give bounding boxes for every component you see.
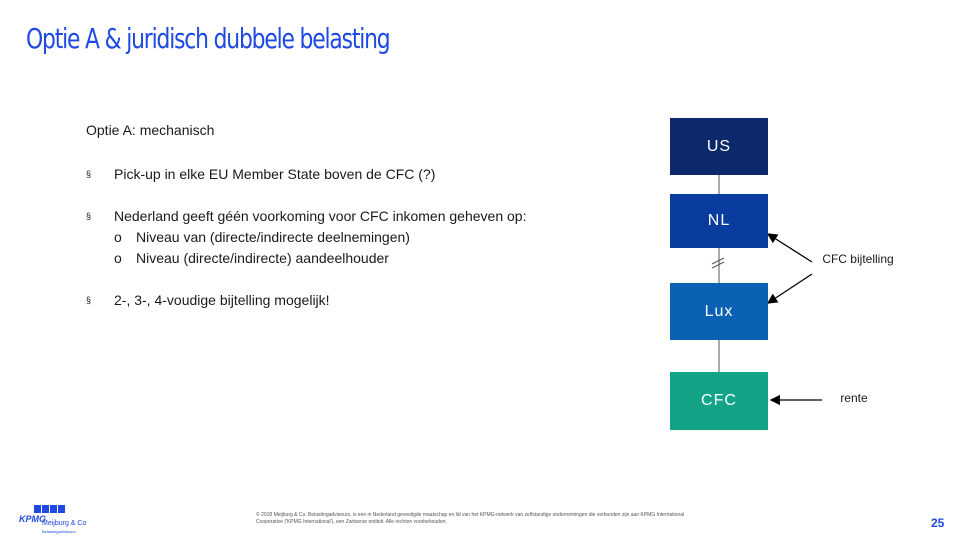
entity-label: Lux <box>704 302 734 320</box>
kpmg-logo-icon <box>18 502 98 536</box>
break-mark <box>712 258 724 264</box>
break-mark <box>712 262 724 268</box>
subheading: Optie A: mechanisch <box>86 122 215 138</box>
entity-label: CFC <box>701 392 737 409</box>
entity-box-cfc <box>670 372 768 430</box>
entity-label: NL <box>707 212 731 229</box>
rente-label: rente <box>840 391 868 405</box>
entity-label: US <box>706 137 732 155</box>
logo-tagline: Belastingadviseurs <box>42 529 76 534</box>
cfc-bijtelling-arrow-top <box>768 234 812 262</box>
sub-bullet-mark: o <box>114 250 122 266</box>
sub-bullet-item <box>114 248 389 269</box>
bullet-text: 2-, 3-, 4-voudige bijtelling mogelijk! <box>114 292 330 308</box>
bullet-text: Pick-up in elke EU Member State boven de CFC (?) <box>114 166 436 182</box>
sub-bullet-text: Niveau (directe/indirecte) aandeelhouder <box>136 250 389 266</box>
cfc-bijtelling-arrow-bottom <box>768 274 812 303</box>
bullet-mark: § <box>86 211 92 221</box>
cfc-bijtelling-label: CFC bijtelling <box>822 252 894 266</box>
bullet-text: Nederland geeft géén voorkoming voor CFC inkomen geheven op: <box>114 208 527 224</box>
sub-bullet-text: Niveau van (directe/indirecte deelnemingen) <box>136 229 410 245</box>
sub-bullet-item <box>114 227 410 248</box>
bullet-mark: § <box>86 295 92 305</box>
entity-box-nl <box>670 194 768 248</box>
bullet-mark: § <box>86 169 92 179</box>
entity-box-lux <box>670 283 768 340</box>
page-number: 25 <box>931 516 945 530</box>
sub-bullet-mark: o <box>114 229 122 245</box>
footer-disclaimer: © 2018 Meijburg & Co, Belastingadviseurs, is een in Nederland gevestigde maatschap en lid van het KPMG-netwerk van zelfstandige ondernemingen die verbonden zijn aan KPMG International Cooperative ('KPMG International'), een Zwitserse entiteit. Alle rechten voorbehouden. <box>256 512 685 525</box>
kpmg-wordmark: KPMG <box>19 514 46 524</box>
entity-box-us <box>670 118 768 175</box>
page-title: Optie A & juridisch dubbele belasting <box>26 22 390 55</box>
kpmg-meijburg-logo <box>18 502 98 536</box>
logo-firm-name: Meijburg & Co <box>42 520 87 527</box>
